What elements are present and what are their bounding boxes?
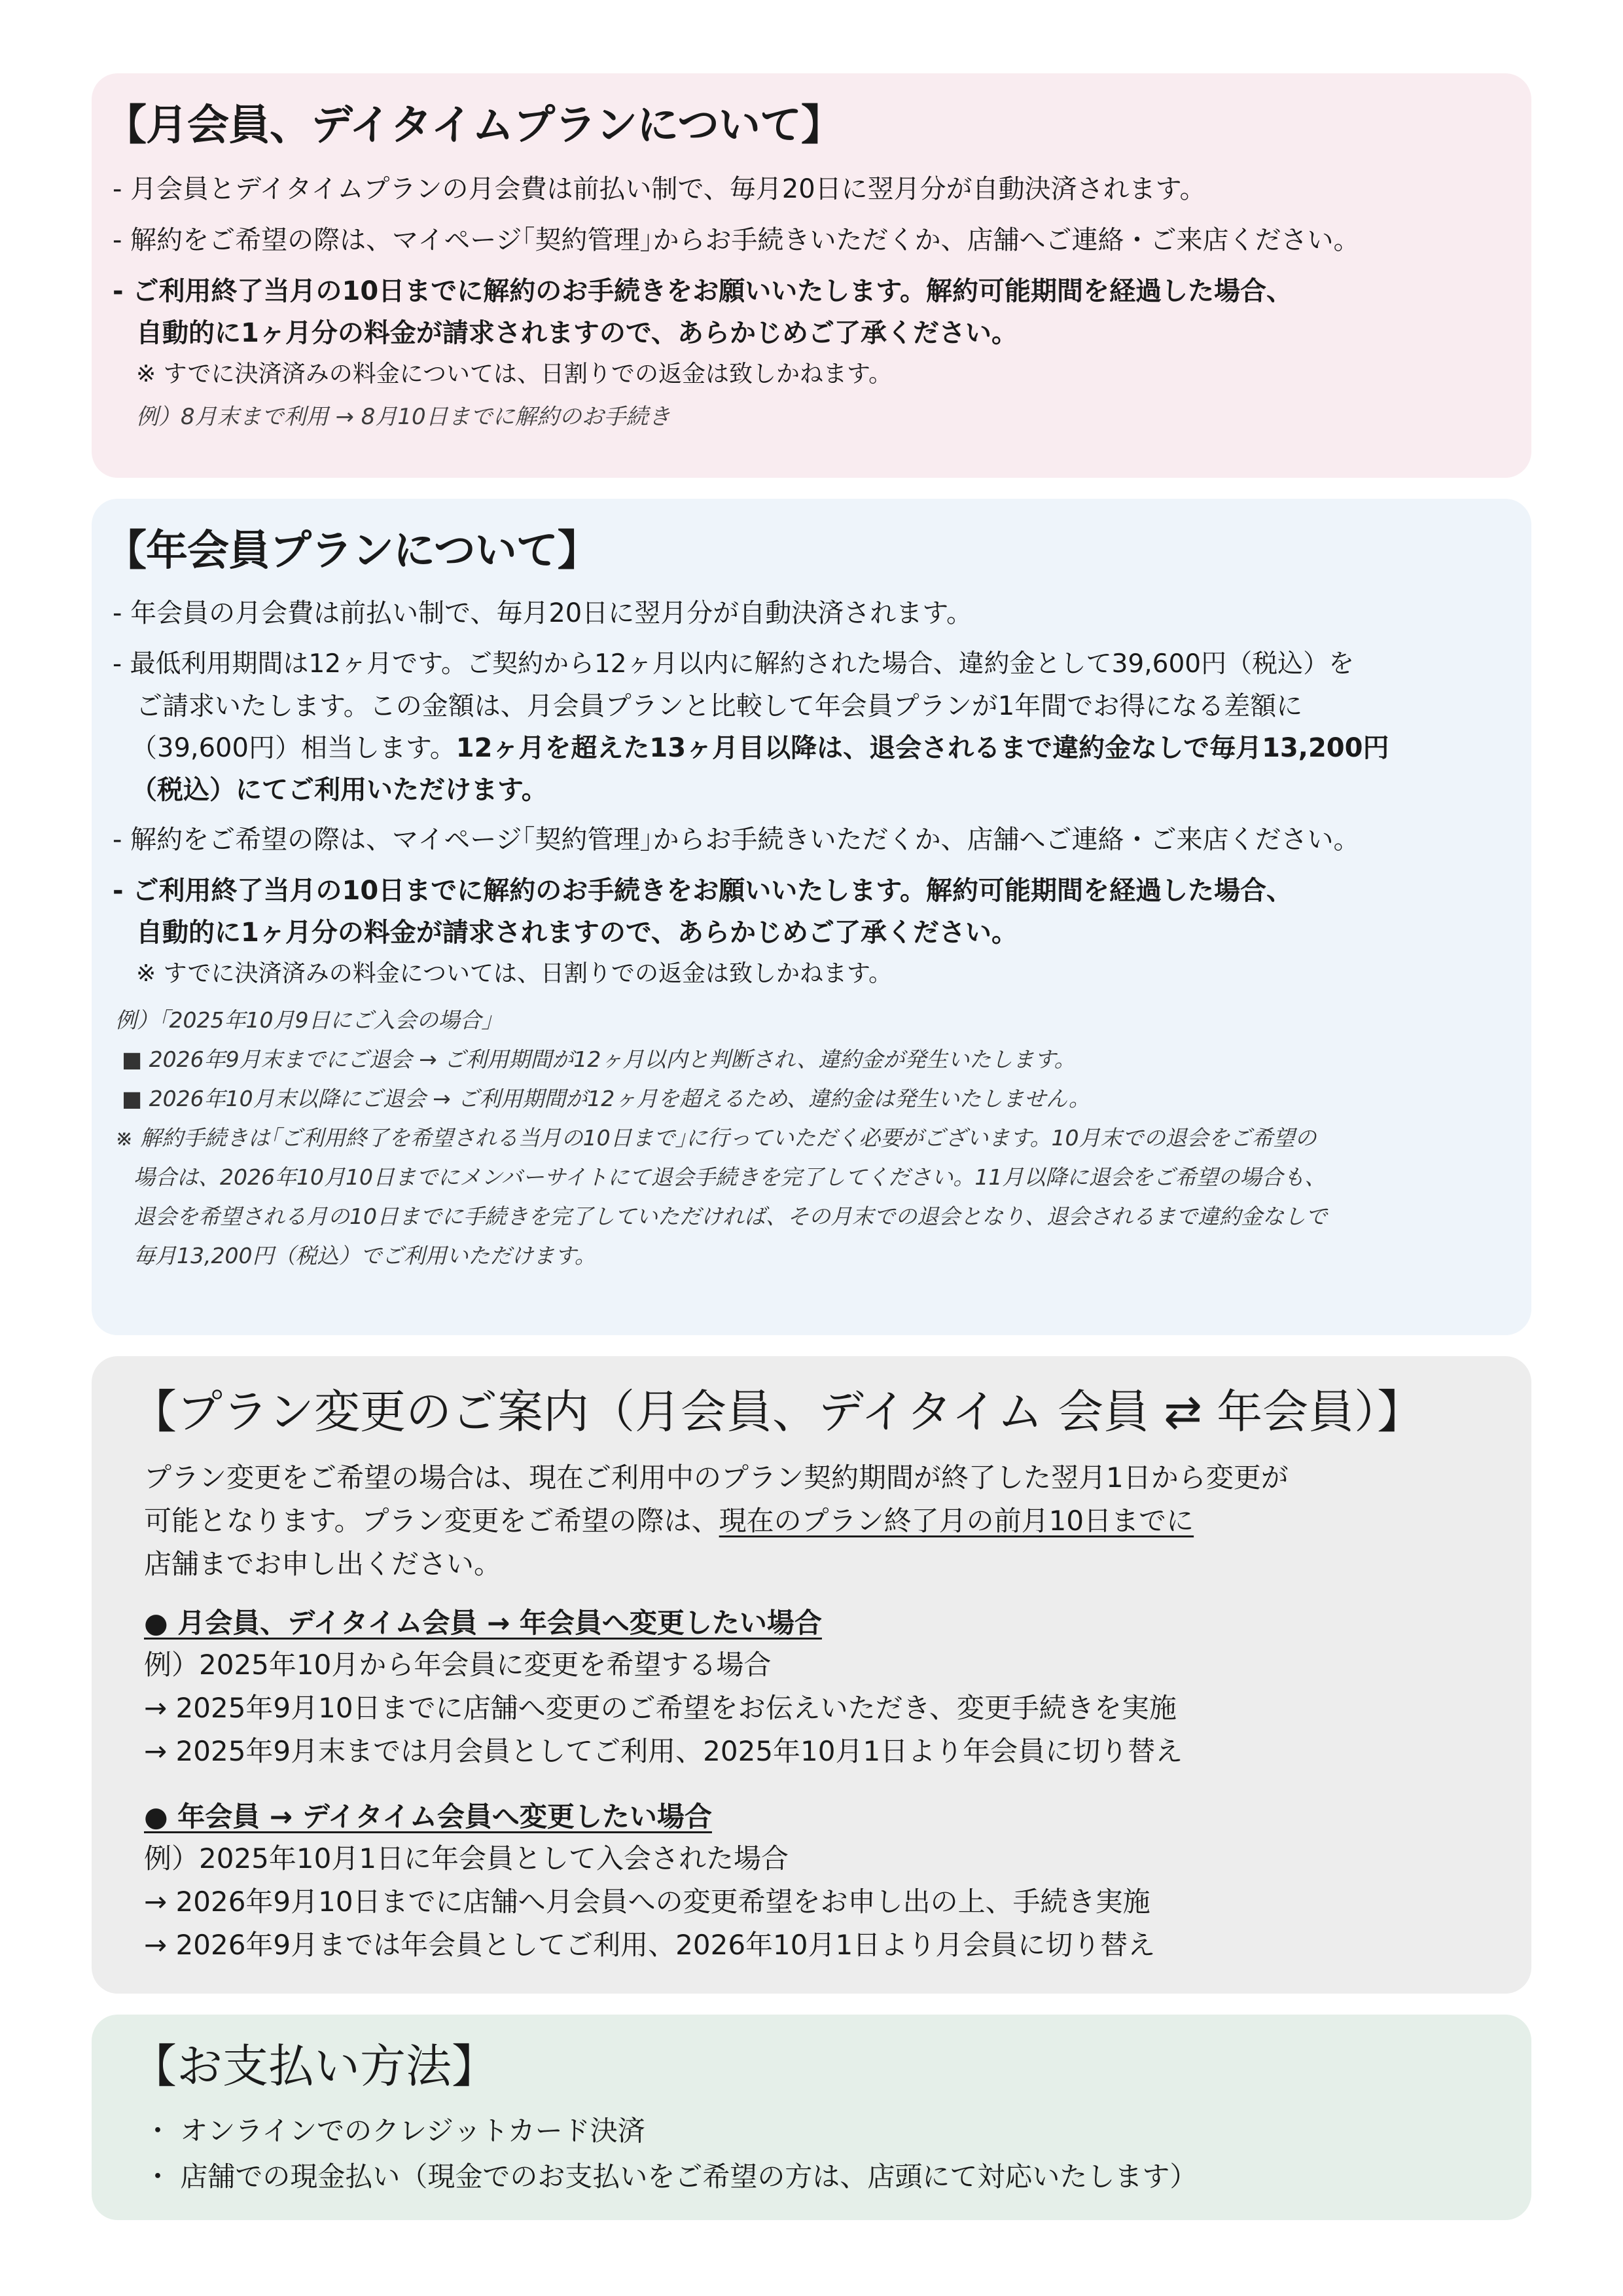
case-monthly-to-annual-step-1: → 2025年9月10日までに店舗へ変更のご希望をお伝えいただき、変更手続きを実施 xyxy=(144,1692,1177,1724)
annual-example-case-2: ■ 2026年10月末以降にご退会 → ご利用期間が12ヶ月を超えるため、違約金は発生いたしません。 xyxy=(122,1086,1090,1111)
case-monthly-to-annual-example: 例）2025年10月から年会員に変更を希望する場合 xyxy=(144,1649,772,1681)
plan-change-paragraph-2 xyxy=(144,1503,1194,1539)
monthly-refund-note: ※ すでに決済済みの料金については、日割りでの返金は致しかねます。 xyxy=(136,361,893,387)
annual-deadline-text: - ご利用終了当月の10日までに解約のお手続きをお願いいたします。解約可能期間を経過した場合、 xyxy=(113,876,1293,906)
annual-refund-note: ※ すでに決済済みの料金については、日割りでの返金は致しかねます。 xyxy=(136,960,893,987)
plan-change-possible-text: 可能となります。プラン変更をご希望の際は、 xyxy=(144,1505,719,1537)
annual-footnote-line-2: 場合は、2026年10月10日までにメンバーサイトにて退会手続きを完了してください。11月以降に退会をご希望の場合も、 xyxy=(134,1164,1327,1190)
monthly-plan-title: 【月会員、デイタイムプランについて】 xyxy=(105,101,842,150)
monthly-deadline-text: - ご利用終了当月の10日までに解約のお手続きをお願いいたします。解約可能期間を経過した場合、 xyxy=(113,276,1293,306)
plan-change-paragraph-1: プラン変更をご希望の場合は、現在ご利用中のプラン契約期間が終了した翌月1日から変更が xyxy=(144,1462,1289,1494)
annual-footnote-line-3: 退会を希望される月の10日までに手続きを完了していただければ、その月末での退会となり、退会されるまで違約金なしで xyxy=(134,1204,1327,1229)
annual-deadline-text-cont: 自動的に1ヶ月分の料金が請求されますので、あらかじめご了承ください。 xyxy=(136,918,1018,948)
plan-change-deadline-highlight: 現在のプラン終了月の前月10日までに xyxy=(719,1505,1194,1537)
annual-prepay-text: - 年会員の月会費は前払い制で、毎月20日に翌月分が自動決済されます。 xyxy=(113,598,973,628)
annual-plan-title: 【年会員プランについて】 xyxy=(105,527,599,575)
plan-change-paragraph-3: 店舗までお申し出ください。 xyxy=(144,1548,502,1580)
annual-example-case-1: ■ 2026年9月末までにご退会 → ご利用期間が12ヶ月以内と判断され、違約金が発生いたします。 xyxy=(122,1047,1076,1072)
annual-minimum-term-text-3 xyxy=(131,730,1389,766)
annual-footnote-line-1: ※ 解約手続きは｢ご利用終了を希望される当月の10日まで｣に行っていただく必要がございます。10月末での退会をご希望の xyxy=(115,1125,1317,1151)
case-monthly-to-annual-step-2: → 2025年9月末までは月会員としてご利用、2025年10月1日より年会員に切り替え xyxy=(144,1735,1183,1767)
case-annual-to-monthly-step-2: → 2026年9月までは年会員としてご利用、2026年10月1日より月会員に切り替え xyxy=(144,1929,1156,1961)
annual-tax-included-text: （税込）にてご利用いただけます。 xyxy=(131,775,548,805)
annual-after-13-months-text: 12ヶ月を超えた13ヶ月目以降は、退会されるまで違約金なしで毎月13,200円 xyxy=(455,733,1389,763)
annual-minimum-term-text: - 最低利用期間は12ヶ月です。ご契約から12ヶ月以内に解約された場合、違約金として39,600円（税込）を xyxy=(113,649,1355,679)
annual-plan-section xyxy=(92,499,1531,1335)
monthly-deadline-text-cont: 自動的に1ヶ月分の料金が請求されますので、あらかじめご了承ください。 xyxy=(136,318,1018,348)
monthly-prepay-text: - 月会員とデイタイムプランの月会費は前払い制で、毎月20日に翌月分が自動決済されます。 xyxy=(113,174,1206,204)
case-annual-to-monthly-title: ● 年会員 → デイタイム会員へ変更したい場合 xyxy=(144,1801,712,1833)
plan-change-section xyxy=(92,1356,1531,1994)
annual-cancel-text: - 解約をご希望の際は、マイページ｢契約管理｣からお手続きいただくか、店舗へご連絡・ご来店ください。 xyxy=(113,825,1360,855)
annual-penalty-equivalent: （39,600円）相当します。 xyxy=(131,733,456,763)
payment-credit-card-item: ・ オンラインでのクレジットカード決済 xyxy=(144,2115,645,2147)
monthly-cancel-text: - 解約をご希望の際は、マイページ｢契約管理｣からお手続きいただくか、店舗へご連絡・ご来店ください。 xyxy=(113,225,1360,255)
case-annual-to-monthly-example: 例）2025年10月1日に年会員として入会された場合 xyxy=(144,1842,789,1874)
annual-minimum-term-text-2: ご請求いたします。この金額は、月会員プランと比較して年会員プランが1年間でお得になる差額に xyxy=(136,691,1303,721)
payment-method-title: 【お支払い方法】 xyxy=(131,2039,497,2093)
plan-change-title: 【プラン変更のご案内（月会員、デイタイム 会員 ⇄ 年会員）】 xyxy=(131,1385,1423,1439)
annual-footnote-line-4: 毎月13,200円（税込）でご利用いただけます。 xyxy=(134,1243,596,1268)
case-monthly-to-annual-title: ● 月会員、デイタイム会員 → 年会員へ変更したい場合 xyxy=(144,1607,822,1639)
case-annual-to-monthly-step-1: → 2026年9月10日までに店舗へ月会員への変更希望をお申し出の上、手続き実施 xyxy=(144,1886,1150,1918)
monthly-example: 例）8月末まで利用 → 8月10日までに解約のお手続き xyxy=(136,404,671,430)
payment-cash-item: ・ 店舗での現金払い（現金でのお支払いをご希望の方は、店頭にて対応いたします） xyxy=(144,2161,1198,2193)
monthly-plan-section xyxy=(92,73,1531,478)
annual-example-title: 例）｢2025年10月9日にご入会の場合｣ xyxy=(115,1007,492,1033)
payment-method-section xyxy=(92,2015,1531,2220)
